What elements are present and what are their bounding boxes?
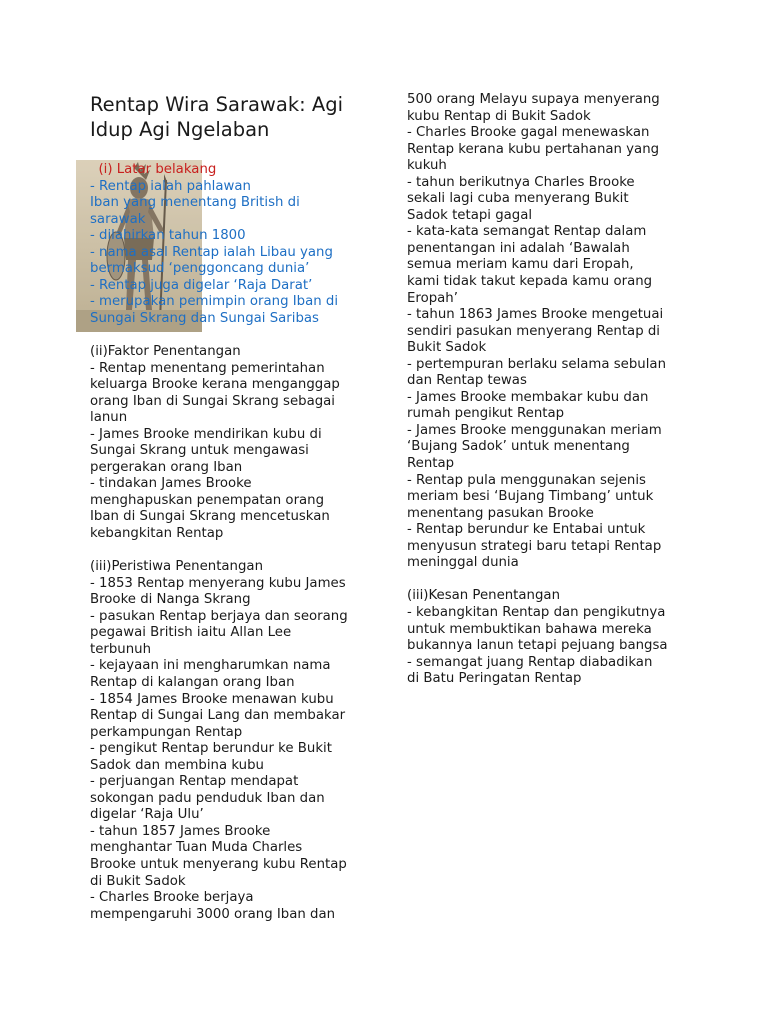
peristiwa-continued-line: meriam besi ‘Bujang Timbang’ untuk xyxy=(407,489,654,505)
kesan-line: di Batu Peringatan Rentap xyxy=(407,671,582,687)
kesan-line: bukannya lanun tetapi pejuang bangsa xyxy=(407,638,668,654)
intro-line: bermaksud ‘penggoncang dunia’ xyxy=(90,261,310,277)
faktor-line: menghapuskan penempatan orang xyxy=(90,492,325,508)
peristiwa-line: mempengaruhi 3000 orang Iban dan xyxy=(90,906,336,922)
peristiwa-continued-line: Eropah’ xyxy=(407,290,458,306)
peristiwa-line: - pasukan Rentap berjaya dan seorang xyxy=(90,608,348,624)
intro-line: sarawak xyxy=(90,211,146,227)
intro-line: Sungai Skrang dan Sungai Saribas xyxy=(90,310,319,326)
peristiwa-continued-line: kami tidak takut kepada kamu orang xyxy=(407,274,653,290)
peristiwa-line: - perjuangan Rentap mendapat xyxy=(90,774,299,790)
peristiwa-line: Sadok dan membina kubu xyxy=(90,757,264,773)
peristiwa-line: - kejayaan ini mengharumkan nama xyxy=(90,658,331,674)
intro-line: - merupakan pemimpin orang Iban di xyxy=(90,294,339,310)
peristiwa-continued-line: 500 orang Melayu supaya menyerang xyxy=(407,92,660,107)
peristiwa-continued-line: sekali lagi cuba menyerang Bukit xyxy=(407,191,629,207)
faktor-line: (ii)Faktor Penentangan xyxy=(90,344,241,360)
peristiwa-continued-line: menentang pasukan Brooke xyxy=(407,505,594,521)
faktor-line: - tindakan James Brooke xyxy=(90,476,252,492)
intro-line: - dilahirkan tahun 1800 xyxy=(90,228,246,244)
faktor-line: keluarga Brooke kerana menganggap xyxy=(90,377,340,393)
spacer xyxy=(407,572,685,589)
peristiwa-line: digelar ‘Raja Ulu’ xyxy=(90,807,204,823)
intro-line: Iban yang menentang British di xyxy=(90,195,300,211)
kesan-line: - semangat juang Rentap diabadikan xyxy=(407,654,653,670)
peristiwa-line: Rentap di kalangan orang Iban xyxy=(90,674,295,690)
page-title xyxy=(90,92,368,142)
peristiwa-continued-section xyxy=(407,92,685,572)
title-line-2: Idup Agi Ngelaban xyxy=(90,118,270,141)
faktor-line: lanun xyxy=(90,410,128,426)
peristiwa-continued-line: kubu Rentap di Bukit Sadok xyxy=(407,108,591,124)
peristiwa-continued-line: - James Brooke membakar kubu dan xyxy=(407,389,649,405)
peristiwa-continued-line: sendiri pasukan menyerang Rentap di xyxy=(407,323,661,339)
peristiwa-continued-line: Rentap xyxy=(407,456,455,472)
intro-line: - nama asal Rentap ialah Libau yang xyxy=(90,244,333,260)
peristiwa-continued-line: penentangan ini adalah ‘Bawalah xyxy=(407,240,630,256)
peristiwa-line: terbunuh xyxy=(90,641,152,657)
left-column xyxy=(90,92,368,923)
peristiwa-line: perkampungan Rentap xyxy=(90,724,243,740)
peristiwa-continued-line: - Rentap berundur ke Entabai untuk xyxy=(407,522,646,538)
peristiwa-line: - Charles Brooke berjaya xyxy=(90,890,254,906)
peristiwa-section xyxy=(90,559,368,923)
peristiwa-continued-line: kukuh xyxy=(407,158,447,174)
peristiwa-continued-line: - tahun berikutnya Charles Brooke xyxy=(407,174,635,190)
faktor-line: orang Iban di Sungai Skrang sebagai xyxy=(90,393,336,409)
faktor-line: Iban di Sungai Skrang mencetuskan xyxy=(90,509,330,525)
peristiwa-line: (iii)Peristiwa Penentangan xyxy=(90,559,263,575)
peristiwa-line: di Bukit Sadok xyxy=(90,873,186,889)
peristiwa-continued-line: dan Rentap tewas xyxy=(407,373,527,389)
peristiwa-line: Brooke di Nanga Skrang xyxy=(90,592,251,608)
faktor-section xyxy=(90,344,368,543)
peristiwa-continued-line: ‘Bujang Sadok’ untuk menentang xyxy=(407,439,630,455)
intro-line: - Rentap ialah pahlawan xyxy=(90,178,251,194)
peristiwa-continued-line: - Charles Brooke gagal menewaskan xyxy=(407,125,650,141)
peristiwa-line: - 1854 James Brooke menawan kubu xyxy=(90,691,334,707)
intro-heading: (i) Latar belakang xyxy=(90,162,217,177)
peristiwa-line: - 1853 Rentap menyerang kubu James xyxy=(90,575,346,591)
right-column xyxy=(407,92,685,688)
faktor-line: - James Brooke mendirikan kubu di xyxy=(90,426,322,442)
title-line-1: Rentap Wira Sarawak: Agi xyxy=(90,93,344,116)
peristiwa-continued-line: Rentap kerana kubu pertahanan yang xyxy=(407,141,660,157)
peristiwa-continued-line: Bukit Sadok xyxy=(407,340,487,356)
peristiwa-line: sokongan padu penduduk Iban dan xyxy=(90,790,325,806)
peristiwa-line: Brooke untuk menyerang kubu Rentap xyxy=(90,856,347,872)
intro-text xyxy=(90,162,368,327)
intro-section xyxy=(90,162,368,327)
peristiwa-line: pegawai British iaitu Allan Lee xyxy=(90,625,292,641)
peristiwa-continued-line: menyusun strategi baru tetapi Rentap xyxy=(407,538,662,554)
kesan-line: - kebangkitan Rentap dan pengikutnya xyxy=(407,604,666,620)
peristiwa-continued-line: Sadok tetapi gagal xyxy=(407,207,533,223)
faktor-line: - Rentap menentang pemerintahan xyxy=(90,360,325,376)
peristiwa-line: Rentap di Sungai Lang dan membakar xyxy=(90,708,346,724)
spacer xyxy=(90,543,368,560)
peristiwa-line: menghantar Tuan Muda Charles xyxy=(90,840,303,856)
peristiwa-continued-line: - tahun 1863 James Brooke mengetuai xyxy=(407,307,664,323)
kesan-section xyxy=(407,588,685,687)
kesan-line: (iii)Kesan Penentangan xyxy=(407,588,560,604)
peristiwa-continued-line: rumah pengikut Rentap xyxy=(407,406,565,422)
peristiwa-continued-line: - kata-kata semangat Rentap dalam xyxy=(407,224,647,240)
faktor-line: pergerakan orang Iban xyxy=(90,459,243,475)
peristiwa-line: - tahun 1857 James Brooke xyxy=(90,823,271,839)
intro-line: - Rentap juga digelar ‘Raja Darat’ xyxy=(90,277,313,293)
peristiwa-continued-line: semua meriam kamu dari Eropah, xyxy=(407,257,634,273)
kesan-line: untuk membuktikan bahawa mereka xyxy=(407,621,652,637)
peristiwa-continued-line: - James Brooke menggunakan meriam xyxy=(407,422,662,438)
peristiwa-line: - pengikut Rentap berundur ke Bukit xyxy=(90,741,332,757)
peristiwa-continued-line: meninggal dunia xyxy=(407,555,519,571)
faktor-line: Sungai Skrang untuk mengawasi xyxy=(90,443,309,459)
peristiwa-continued-line: - Rentap pula menggunakan sejenis xyxy=(407,472,646,488)
faktor-line: kebangkitan Rentap xyxy=(90,526,224,542)
peristiwa-continued-line: - pertempuran berlaku selama sebulan xyxy=(407,356,666,372)
intro-list xyxy=(90,179,368,328)
